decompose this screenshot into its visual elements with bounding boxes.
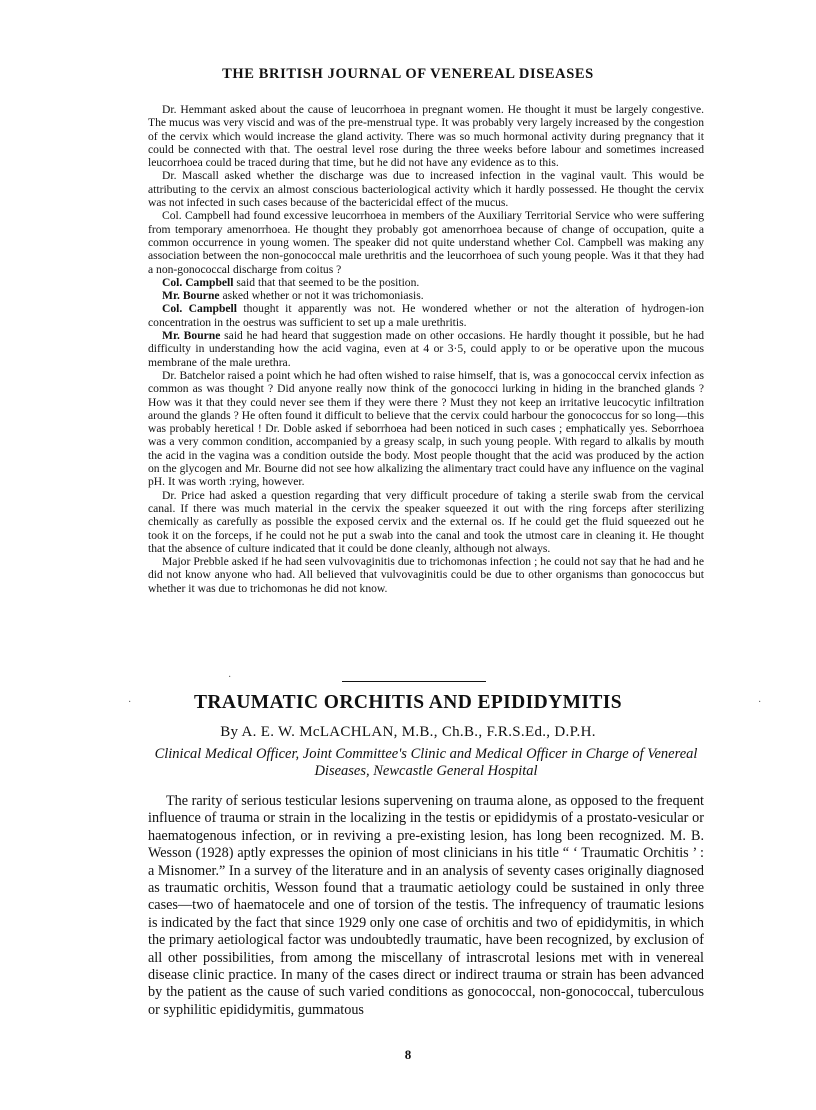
discussion-paragraph: Mr. Bourne asked whether or not it was trichomoniasis. [162, 289, 424, 303]
scan-speck: · [128, 697, 132, 708]
discussion-paragraph: Dr. Price had asked a question regarding that very difficult procedure of taking a sterile swab from the cervical canal. If there was much material in the cervix the speaker squeezed it out with the ring forceps after sterilizing chemically as carefully as possible the exposed cervix and the external os. If he could get the fluid squeezed out he took it on the forceps, if he could not he put a swab into the canal and took the utmost care in cleaning it. He thought that the absence of culture indicated that it could be done cleanly, although not always. [148, 488, 704, 555]
article-byline: By A. E. W. McLACHLAN, M.B., Ch.B., F.R.S.Ed., D.P.H. [220, 724, 596, 740]
discussion-paragraph: Col. Campbell said that that seemed to be the position. [162, 275, 420, 289]
page-number: 8 [404, 1047, 412, 1062]
author-affiliation: Clinical Medical Officer, Joint Committee's Clinic and Medical Officer in Charge of Venereal Diseases, Newcastle General Hospital [154, 746, 698, 779]
article-body [148, 793, 704, 1019]
discussion-paragraph: Col. Campbell thought it apparently was not. He wondered whether or not the alteration of hydrogen-ion concentration in the oestrus was sufficient to set up a male urethritis. [148, 302, 704, 329]
scan-speck: · [758, 697, 762, 708]
discussion-paragraph: Dr. Batchelor raised a point which he had often wished to raise himself, that is, was a gonococcal cervix infection as common as was thought ? Did anyone really now think of the gonococci lurking in hiding in the branched glands ? How was it that they could never see them if they were there ? Must they not keep an irritative leucocytic infiltration around the glands ? He often found it difficult to believe that the cervix could harbour the gonococcus for so long—this was probably heretical ! Dr. Doble asked if seborrhoea had been noticed in such cases ; emphatically yes. Seborrhoea was a very common condition, accompanied by a greasy scalp, in such young people. With regard to alkalis by mouth the acid in the vagina was a condition outside the body. Most people thought that the acid was produced by the action on the glycogen and Mr. Bourne did not see how alkalizing the alimentary tract could have any influence on the vaginal pH. It was worth :rying, however. [148, 368, 704, 489]
scan-speck: · [228, 672, 232, 683]
discussion-paragraph: Col. Campbell had found excessive leucorrhoea in members of the Auxiliary Territorial Service who were suffering from temporary amenorrhoea. He thought they probably got amenorrhoea because of change of occupation, quite a common occurrence in young women. The speaker did not quite understand whether Col. Campbell was making any association between the non-gonococcal male urethritis and the leucorrhoea of such young people. Was it that they had a non-gonococcal discharge from coitus ? [148, 209, 704, 276]
section-divider [342, 681, 486, 682]
discussion-paragraph: Major Prebble asked if he had seen vulvovaginitis due to trichomonas infection ; he could not say that he had and he did not know anyone who had. All believed that vulvovaginitis could be due to other organisms than gonococcus but whether it was due to trichomonas he did not know. [148, 555, 704, 595]
article-paragraph: The rarity of serious testicular lesions supervening on trauma alone, as opposed to the frequent influence of trauma or strain in the localizing in the testis or epididymis of a prostato-vesicular or haematogenous infection, or in reviving a pre-existing lesion, has long been recognized. M. B. Wesson (1928) aptly expresses the opinion of most clinicians in his title “ ‘ Traumatic Orchitis ’ : a Misnomer.” In a survey of the literature and in an analysis of seventy cases originally diagnosed as traumatic orchitis, Wesson found that a traumatic aetiology could be sustained in only three cases—two of haematocele and one of torsion of the testis. The infrequency of traumatic lesions is indicated by the fact that since 1929 only one case of orchitis and two of epididymitis, in which the primary aetiological factor was undoubtedly traumatic, have been recognized, by exclusion of all other possibilities, from among the miscellany of intrascrotal lesions met with in venereal disease clinic practice. In many of the cases direct or indirect trauma or strain has been advanced by the patient as the cause of such varied conditions as gonococcal, non-gonococcal, tuberculous or syphilitic epididymitis, gummatous [148, 793, 704, 1018]
discussion-section [148, 103, 704, 595]
discussion-paragraph: Dr. Hemmant asked about the cause of leucorrhoea in pregnant women. He thought it must be largely congestive. The mucus was very viscid and was of the pre-menstrual type. It was probably very largely increased by the congestion of the cervix which would increase the gland activity. There was so much hormonal activity during pregnancy that it could be connected with that. The oestral level rose during the three weeks before labour and sometimes increased leucorrhoea could be traced during that time, but he did not have any evidence as to this. [148, 103, 704, 170]
article-title: TRAUMATIC ORCHITIS AND EPIDIDYMITIS [193, 692, 623, 713]
discussion-paragraph: Mr. Bourne said he had heard that suggestion made on other occasions. He hardly thought it possible, but he had difficulty in understanding how the acid vagina, even at 4 or 3·5, could apply to or be operative upon the mucous membrane of the male urethra. [148, 329, 704, 369]
running-header: THE BRITISH JOURNAL OF VENEREAL DISEASES [222, 66, 594, 82]
discussion-paragraph: Dr. Mascall asked whether the discharge was due to increased infection in the vaginal vault. This would be attributing to the cervix an almost conscious bacteriological activity which it hardly possessed. He thought the cervix was not infected in such cases because of the bactericidal effect of the mucus. [148, 169, 704, 210]
